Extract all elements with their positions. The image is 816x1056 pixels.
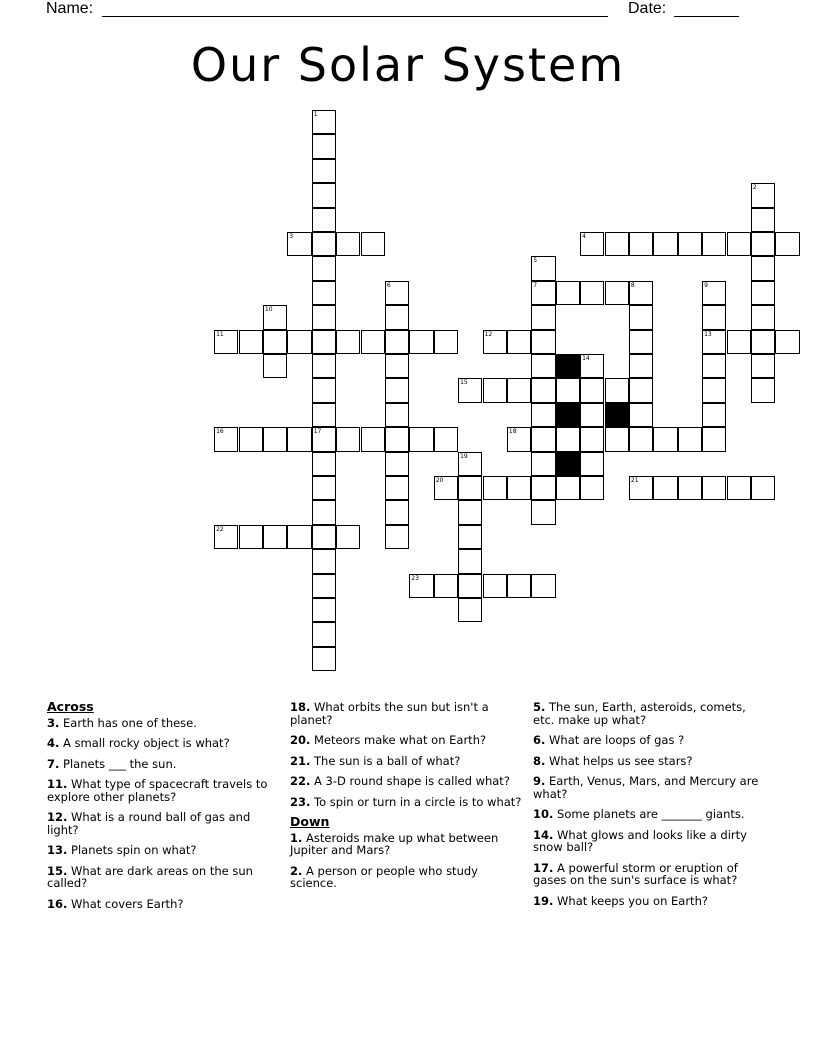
grid-cell[interactable] xyxy=(775,232,799,256)
clue-label: 17. xyxy=(533,860,554,875)
grid-cell[interactable] xyxy=(458,452,482,476)
grid-cell[interactable] xyxy=(605,427,629,451)
grid-cell[interactable] xyxy=(531,281,555,305)
clue-number: 20 xyxy=(435,477,444,484)
clue-text: A powerful storm or eruption of gases on the sun's surface is what? xyxy=(533,860,738,887)
clue-label: 5. xyxy=(533,700,546,714)
grid-cell[interactable] xyxy=(409,330,433,354)
grid-cell[interactable] xyxy=(556,281,580,305)
clue-text: What orbits the sun but isn't a planet? xyxy=(290,700,489,727)
grid-cell[interactable] xyxy=(312,110,336,134)
black-square xyxy=(556,452,580,476)
grid-cell[interactable] xyxy=(458,549,482,573)
clue xyxy=(47,898,279,911)
clue-text: What type of spacecraft travels to explore other planets? xyxy=(47,777,268,804)
grid-cell[interactable] xyxy=(702,476,726,500)
grid-cell[interactable] xyxy=(751,232,775,256)
clue xyxy=(533,895,765,908)
grid-cell[interactable] xyxy=(629,330,653,354)
grid-cell[interactable] xyxy=(385,378,409,402)
grid-cell[interactable] xyxy=(702,378,726,402)
grid-cell[interactable] xyxy=(483,476,507,500)
grid-cell[interactable] xyxy=(312,232,336,256)
clue xyxy=(47,737,279,750)
clues-column-3 xyxy=(533,701,765,915)
grid-cell[interactable] xyxy=(580,281,604,305)
grid-cell[interactable] xyxy=(751,330,775,354)
clue-number: 4 xyxy=(582,233,586,240)
clue-number: 19 xyxy=(460,452,468,460)
grid-cell[interactable] xyxy=(312,183,336,207)
grid-cell[interactable] xyxy=(751,208,775,232)
clue-number: 15 xyxy=(460,379,468,387)
grid-cell[interactable] xyxy=(653,476,677,500)
clues-column-2 xyxy=(290,701,522,898)
grid-cell[interactable] xyxy=(531,378,555,402)
grid-cell[interactable] xyxy=(531,427,555,451)
clue-text: A person or people who study science. xyxy=(290,863,478,890)
clue-label: 7. xyxy=(47,756,60,771)
clue-number: 1 xyxy=(313,111,318,118)
grid-cell[interactable] xyxy=(336,427,360,451)
clue-label: 6. xyxy=(533,733,546,747)
grid-cell[interactable] xyxy=(239,525,263,549)
grid-cell[interactable] xyxy=(312,330,336,354)
grid-cell[interactable] xyxy=(531,354,555,378)
grid-cell[interactable] xyxy=(605,378,629,402)
grid-cell[interactable] xyxy=(239,427,263,451)
grid-cell[interactable] xyxy=(483,378,507,402)
clue-label: 18. xyxy=(290,700,311,714)
grid-cell[interactable] xyxy=(507,330,531,354)
clue-text: Earth has one of these. xyxy=(63,715,197,730)
grid-cell[interactable] xyxy=(385,500,409,524)
grid-cell[interactable] xyxy=(702,305,726,329)
grid-cell[interactable] xyxy=(312,427,336,451)
clue-label: 15. xyxy=(47,863,68,878)
clue xyxy=(47,778,279,803)
grid-cell[interactable] xyxy=(385,476,409,500)
clue xyxy=(290,775,522,788)
grid-cell[interactable] xyxy=(287,232,311,256)
grid-cell[interactable] xyxy=(653,232,677,256)
clue xyxy=(533,775,765,800)
grid-cell[interactable] xyxy=(287,525,311,549)
clue-number: 16 xyxy=(216,428,224,436)
grid-cell[interactable] xyxy=(385,354,409,378)
grid-cell[interactable] xyxy=(580,232,604,256)
clue-text: What is a round ball of gas and light? xyxy=(47,810,251,837)
clue xyxy=(533,755,765,768)
clue xyxy=(290,755,522,768)
grid-cell[interactable] xyxy=(507,427,531,451)
grid-cell[interactable] xyxy=(312,622,336,646)
clue-label: 19. xyxy=(533,893,554,908)
grid-cell[interactable] xyxy=(580,476,604,500)
clue xyxy=(290,796,522,809)
grid-cell[interactable] xyxy=(556,476,580,500)
grid-cell[interactable] xyxy=(312,500,336,524)
clue xyxy=(47,811,279,836)
grid-cell[interactable] xyxy=(556,378,580,402)
grid-cell[interactable] xyxy=(214,427,238,451)
clue-text: What are loops of gas ? xyxy=(549,733,685,747)
grid-cell[interactable] xyxy=(263,525,287,549)
grid-cell[interactable] xyxy=(434,476,458,500)
grid-cell[interactable] xyxy=(629,378,653,402)
clue xyxy=(533,829,765,854)
clue-text: A small rocky object is what? xyxy=(63,736,230,750)
clue-text: Asteroids make up what between Jupiter and Mars? xyxy=(290,830,499,857)
grid-cell[interactable] xyxy=(580,427,604,451)
grid-cell[interactable] xyxy=(605,281,629,305)
clue-number: 21 xyxy=(630,477,639,484)
grid-cell[interactable] xyxy=(312,476,336,500)
grid-cell[interactable] xyxy=(312,159,336,183)
grid-cell[interactable] xyxy=(385,305,409,329)
grid-cell[interactable] xyxy=(312,403,336,427)
clue-text: The sun, Earth, asteroids, comets, etc. make up what? xyxy=(533,700,746,727)
grid-cell[interactable] xyxy=(702,330,726,354)
clue-label: 21. xyxy=(290,753,311,768)
grid-cell[interactable] xyxy=(312,598,336,622)
grid-cell[interactable] xyxy=(361,330,385,354)
clue-number: 13 xyxy=(704,330,712,338)
grid-cell[interactable] xyxy=(531,452,555,476)
grid-cell[interactable] xyxy=(263,330,287,354)
section-heading-across: Across xyxy=(47,699,94,714)
grid-cell[interactable] xyxy=(702,232,726,256)
grid-cell[interactable] xyxy=(214,525,238,549)
name-label: Name: xyxy=(46,0,94,17)
grid-cell[interactable] xyxy=(507,476,531,500)
grid-cell[interactable] xyxy=(336,525,360,549)
grid-cell[interactable] xyxy=(580,354,604,378)
clue-number: 3 xyxy=(289,233,294,240)
grid-cell[interactable] xyxy=(385,330,409,354)
clue-number: 6 xyxy=(386,281,391,289)
grid-cell[interactable] xyxy=(458,574,482,598)
grid-cell[interactable] xyxy=(458,378,482,402)
grid-cell[interactable] xyxy=(531,256,555,280)
grid-cell[interactable] xyxy=(727,232,751,256)
clue-text: Meteors make what on Earth? xyxy=(314,733,487,747)
grid-cell[interactable] xyxy=(312,647,336,671)
grid-cell[interactable] xyxy=(775,330,799,354)
grid-cell[interactable] xyxy=(385,525,409,549)
clue xyxy=(533,808,765,821)
grid-cell[interactable] xyxy=(629,476,653,500)
clue-number: 8 xyxy=(630,281,635,289)
grid-cell[interactable] xyxy=(385,281,409,305)
grid-cell[interactable] xyxy=(385,403,409,427)
grid-cell[interactable] xyxy=(751,183,775,207)
clue-number: 10 xyxy=(264,306,273,314)
clue-number: 23 xyxy=(411,574,419,582)
grid-cell[interactable] xyxy=(312,208,336,232)
clue-label: 3. xyxy=(47,715,60,730)
grid-cell[interactable] xyxy=(580,378,604,402)
grid-cell[interactable] xyxy=(531,305,555,329)
black-square xyxy=(605,403,629,427)
grid-cell[interactable] xyxy=(629,354,653,378)
clue-text: What glows and looks like a dirty snow ball? xyxy=(533,827,747,854)
grid-cell[interactable] xyxy=(263,427,287,451)
grid-cell[interactable] xyxy=(287,330,311,354)
grid-cell[interactable] xyxy=(580,403,604,427)
clue-number: 22 xyxy=(216,525,224,533)
clue-text: What covers Earth? xyxy=(71,896,184,911)
grid-cell[interactable] xyxy=(678,427,702,451)
clue xyxy=(47,844,279,857)
clue-label: 8. xyxy=(533,753,546,768)
grid-cell[interactable] xyxy=(458,525,482,549)
clue-number: 2 xyxy=(752,184,757,192)
grid-cell[interactable] xyxy=(336,232,360,256)
grid-cell[interactable] xyxy=(702,281,726,305)
grid-cell[interactable] xyxy=(727,330,751,354)
grid-cell[interactable] xyxy=(751,476,775,500)
grid-cell[interactable] xyxy=(361,232,385,256)
grid-cell[interactable] xyxy=(409,427,433,451)
clue-text: What keeps you on Earth? xyxy=(557,893,708,908)
clue-label: 4. xyxy=(47,736,60,750)
grid-cell[interactable] xyxy=(653,427,677,451)
clue xyxy=(533,862,765,887)
clue xyxy=(290,832,522,857)
clue xyxy=(290,734,522,747)
grid-cell[interactable] xyxy=(629,305,653,329)
grid-cell[interactable] xyxy=(312,525,336,549)
grid-cell[interactable] xyxy=(312,256,336,280)
grid-cell[interactable] xyxy=(629,281,653,305)
clue-text: A 3-D round shape is called what? xyxy=(314,774,510,788)
grid-cell[interactable] xyxy=(702,427,726,451)
clue-number: 12 xyxy=(484,330,493,338)
clue-text: Planets spin on what? xyxy=(71,843,197,857)
grid-cell[interactable] xyxy=(507,378,531,402)
clue-number: 9 xyxy=(704,281,708,289)
grid-cell[interactable] xyxy=(409,574,433,598)
grid-cell[interactable] xyxy=(629,403,653,427)
grid-cell[interactable] xyxy=(727,476,751,500)
grid-cell[interactable] xyxy=(434,330,458,354)
grid-cell[interactable] xyxy=(287,427,311,451)
clue-label: 9. xyxy=(533,774,546,788)
grid-cell[interactable] xyxy=(434,574,458,598)
grid-cell[interactable] xyxy=(702,354,726,378)
clue-label: 14. xyxy=(533,827,554,842)
grid-cell[interactable] xyxy=(702,403,726,427)
grid-cell[interactable] xyxy=(751,354,775,378)
grid-cell[interactable] xyxy=(336,330,360,354)
grid-cell[interactable] xyxy=(580,452,604,476)
grid-cell[interactable] xyxy=(605,232,629,256)
clue xyxy=(290,701,522,726)
grid-cell[interactable] xyxy=(214,330,238,354)
clue-number: 5 xyxy=(533,257,538,265)
grid-cell[interactable] xyxy=(531,330,555,354)
clue-label: 20. xyxy=(290,733,311,747)
clue-label: 2. xyxy=(290,863,303,878)
clue-label: 11. xyxy=(47,777,68,791)
grid-cell[interactable] xyxy=(312,574,336,598)
grid-cell[interactable] xyxy=(751,256,775,280)
clue-number: 17 xyxy=(313,428,322,436)
clue-number: 7 xyxy=(533,281,538,289)
grid-cell[interactable] xyxy=(629,232,653,256)
grid-cell[interactable] xyxy=(483,574,507,598)
grid-cell[interactable] xyxy=(385,427,409,451)
clue-label: 1. xyxy=(290,830,303,845)
grid-cell[interactable] xyxy=(312,354,336,378)
grid-cell[interactable] xyxy=(263,305,287,329)
grid-cell[interactable] xyxy=(458,598,482,622)
grid-cell[interactable] xyxy=(751,281,775,305)
clue-label: 12. xyxy=(47,810,68,824)
grid-cell[interactable] xyxy=(678,476,702,500)
clue xyxy=(533,701,765,726)
grid-cell[interactable] xyxy=(263,354,287,378)
clue-text: The sun is a ball of what? xyxy=(314,753,461,768)
grid-cell[interactable] xyxy=(434,427,458,451)
clue-text: Planets ___ the sun. xyxy=(63,756,177,771)
clue-label: 22. xyxy=(290,774,311,788)
grid-cell[interactable] xyxy=(483,330,507,354)
grid-cell[interactable] xyxy=(629,427,653,451)
clue xyxy=(47,717,279,730)
clue-number: 11 xyxy=(216,330,224,338)
clue xyxy=(47,865,279,890)
grid-cell[interactable] xyxy=(531,403,555,427)
grid-cell[interactable] xyxy=(312,549,336,573)
grid-cell[interactable] xyxy=(312,452,336,476)
section-heading-down: Down xyxy=(290,814,330,829)
grid-cell[interactable] xyxy=(751,305,775,329)
clues-column-1 xyxy=(47,701,279,918)
clue-number: 18 xyxy=(508,428,517,436)
grid-cell[interactable] xyxy=(678,232,702,256)
grid-cell[interactable] xyxy=(312,378,336,402)
grid-cell[interactable] xyxy=(312,281,336,305)
clue-text: Earth, Venus, Mars, and Mercury are what? xyxy=(533,774,759,801)
clue-text: Some planets are _______ giants. xyxy=(557,807,745,821)
black-square xyxy=(556,403,580,427)
grid-cell[interactable] xyxy=(531,476,555,500)
grid-cell[interactable] xyxy=(531,500,555,524)
grid-cell[interactable] xyxy=(312,134,336,158)
black-square xyxy=(556,354,580,378)
clue-text: What are dark areas on the sun called? xyxy=(47,863,253,890)
clue-label: 10. xyxy=(533,807,554,821)
clue-number: 14 xyxy=(582,355,590,362)
clue-text: What helps us see stars? xyxy=(549,753,693,768)
clue xyxy=(290,865,522,890)
grid-cell[interactable] xyxy=(312,305,336,329)
clue-label: 16. xyxy=(47,896,68,911)
date-label: Date: xyxy=(628,0,667,17)
grid-cell[interactable] xyxy=(458,476,482,500)
grid-cell[interactable] xyxy=(458,500,482,524)
grid-cell[interactable] xyxy=(556,427,580,451)
clue-text: To spin or turn in a circle is to what? xyxy=(314,794,522,809)
grid-cell[interactable] xyxy=(531,574,555,598)
grid-cell[interactable] xyxy=(385,452,409,476)
clue-label: 23. xyxy=(290,794,311,809)
grid-cell[interactable] xyxy=(507,574,531,598)
clue-label: 13. xyxy=(47,843,68,857)
clue xyxy=(47,758,279,771)
grid-cell[interactable] xyxy=(239,330,263,354)
page-title: Our Solar System xyxy=(190,38,626,92)
grid-cell[interactable] xyxy=(751,378,775,402)
grid-cell[interactable] xyxy=(361,427,385,451)
clue xyxy=(533,734,765,747)
